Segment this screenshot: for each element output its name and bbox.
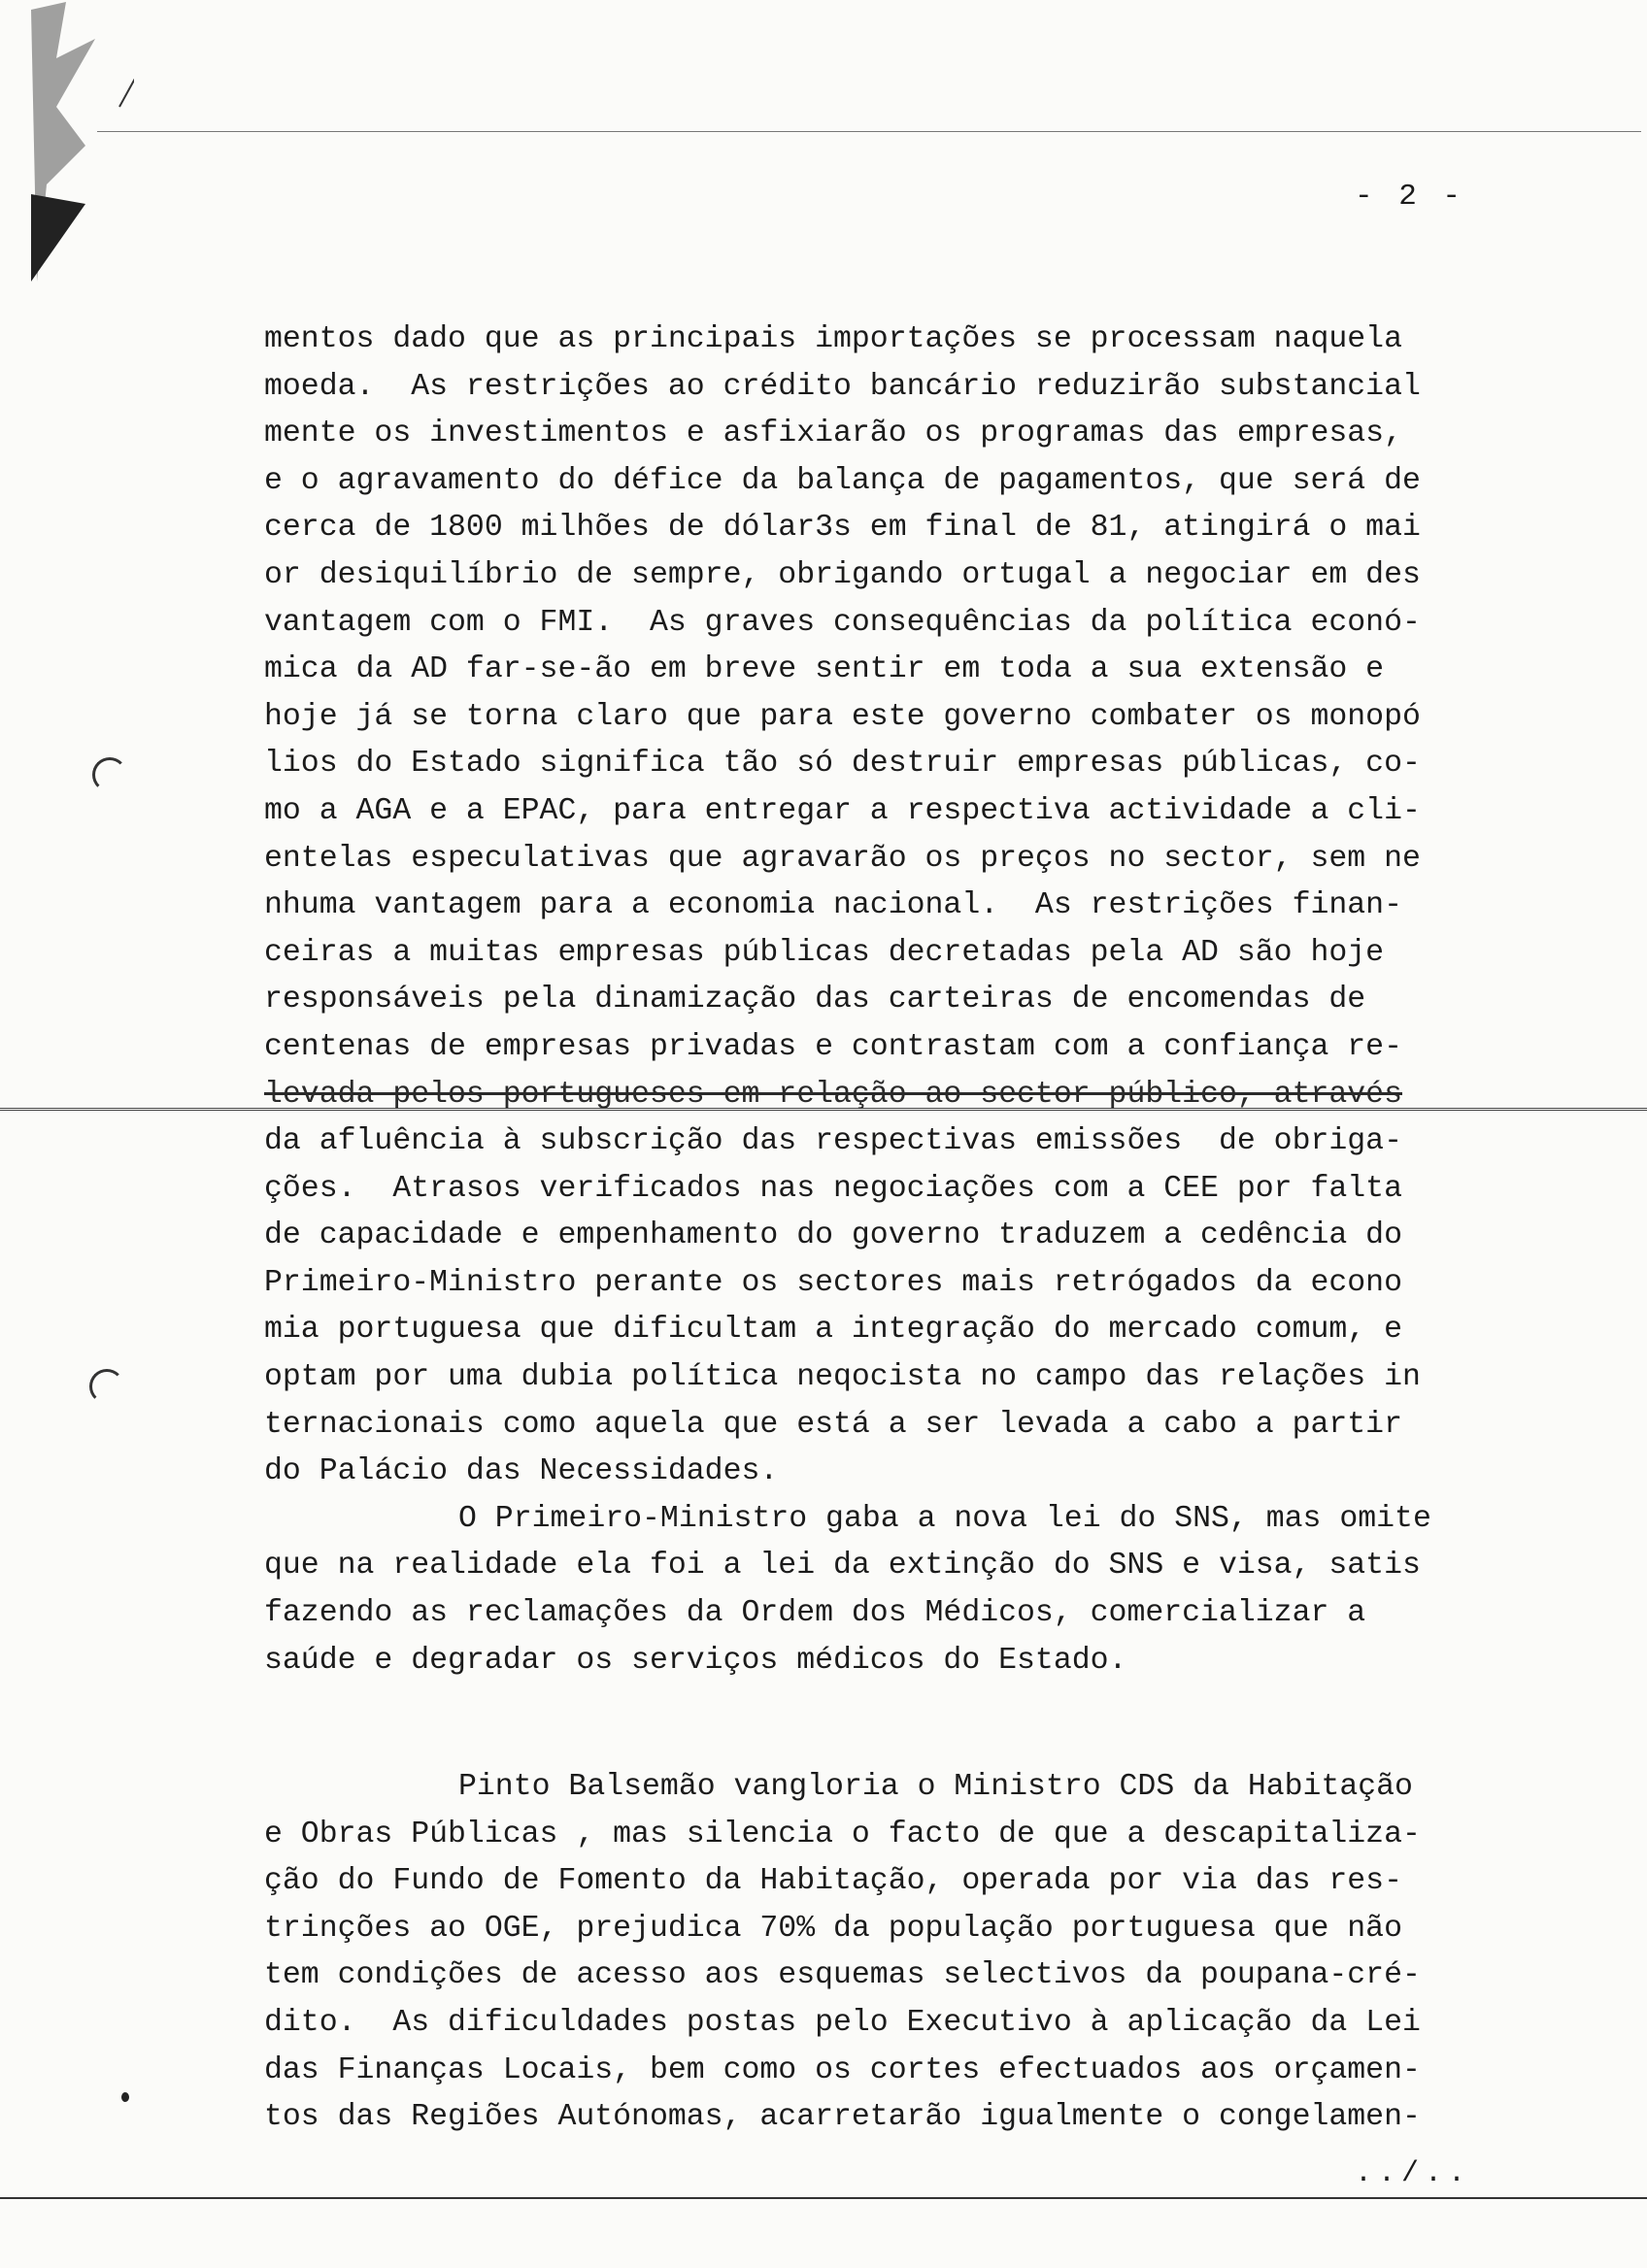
punch-hole-mark [89,1369,124,1404]
punch-hole-mark [92,757,127,792]
text-line: lios do Estado significa tão só destruir empresas públicas, co- [264,747,1421,782]
text-line: ceiras a muitas empresas públicas decretadas pela AD são hoje [264,935,1385,970]
text-line: hoje já se torna claro que para este governo combater os monopó [264,699,1421,734]
text-line: mentos dado que as principais importações se processam naquela [264,322,1402,356]
text-line: vantagem com o FMI. As graves consequências da política econó- [264,605,1421,640]
text-line: que na realidade ela foi a lei da extinção do SNS e visa, satis [264,1549,1421,1584]
text-line: da afluência à subscrição das respectivas emissões de obriga- [264,1124,1402,1159]
text-line: e o agravamento do défice da balança de pagamentos, que será de [264,463,1421,498]
text-line: cerca de 1800 milhões de dólar3s em final de 81, atingirá o mai [264,511,1421,546]
text-line: entelas especulativas que agravarão os preços no sector, sem ne [264,841,1421,876]
text-line: nhuma vantagem para a economia nacional. As restrições finan- [264,888,1402,923]
struck-text-line: levada pelos portugueses em relação ao sector público, através [264,1077,1402,1112]
text-line: mo a AGA e a EPAC, para entregar a respectiva actividade a cli- [264,793,1421,828]
text-line: das Finanças Locais, bem como os cortes efectuados aos orçamen- [264,2052,1421,2087]
text-line: tem condições de acesso aos esquemas selectivos da poupana-cré- [264,1958,1421,1993]
text-line: Primeiro-Ministro perante os sectores mais retrógados da econo [264,1265,1402,1300]
paragraph-first-line: O Primeiro-Ministro gaba a nova lei do SNS, mas omite [458,1501,1431,1536]
ink-dot [121,2092,129,2102]
text-line: ção do Fundo de Fomento da Habitação, operada por via das res- [264,1864,1402,1899]
text-line: ções. Atrasos verificados nas negociações com a CEE por falta [264,1171,1402,1206]
text-line: responsáveis pela dinamização das carteiras de encomendas de [264,983,1366,1017]
paragraph-first-line: Pinto Balsemão vangloria o Ministro CDS da Habitação [458,1770,1413,1804]
text-line: mia portuguesa que dificultam a integração do mercado comum, e [264,1313,1402,1348]
text-line: moeda. As restrições ao crédito bancário reduzirão substancial [264,369,1421,404]
text-line: e Obras Públicas , mas silencia o facto de que a descapitaliza- [264,1817,1421,1851]
text-line: fazendo as reclamações da Ordem dos Médicos, comercializar a [264,1596,1366,1631]
text-line: mente os investimentos e asfixiarão os programas das empresas, [264,417,1402,451]
text-line: saúde e degradar os serviços médicos do Estado. [264,1643,1127,1678]
top-rule [97,131,1641,132]
text-line: ternacionais como aquela que está a ser levada a cabo a partir [264,1407,1402,1442]
text-line: tos das Regiões Autónomas, acarretarão igualmente o congelamen- [264,2100,1421,2135]
text-line: trinções ao OGE, prejudica 70% da população portuguesa que não [264,1911,1402,1946]
page-number: - 2 - [1355,180,1465,214]
body-text-part-2 [264,1764,1517,2142]
bottom-rule [0,2197,1647,2199]
text-line: or desiquilíbrio de sempre, obrigando ortugal a negociar em des [264,557,1421,592]
continuation-marker: ../.. [1355,2157,1472,2190]
text-line: optam por uma dubia política neqocista no campo das relações in [264,1360,1421,1395]
text-line: do Palácio das Necessidades. [264,1454,779,1489]
text-line: centenas de empresas privadas e contrastam com a confiança re- [264,1029,1402,1064]
text-line: dito. As dificuldades postas pelo Executivo à aplicação da Lei [264,2005,1421,2040]
text-line: mica da AD far-se-ão em breve sentir em toda a sua extensão e [264,652,1385,687]
body-text-part-1 [264,317,1517,1684]
text-line: de capacidade e empenhamento do governo traduzem a cedência do [264,1218,1402,1253]
scan-corner-mark [27,0,134,291]
